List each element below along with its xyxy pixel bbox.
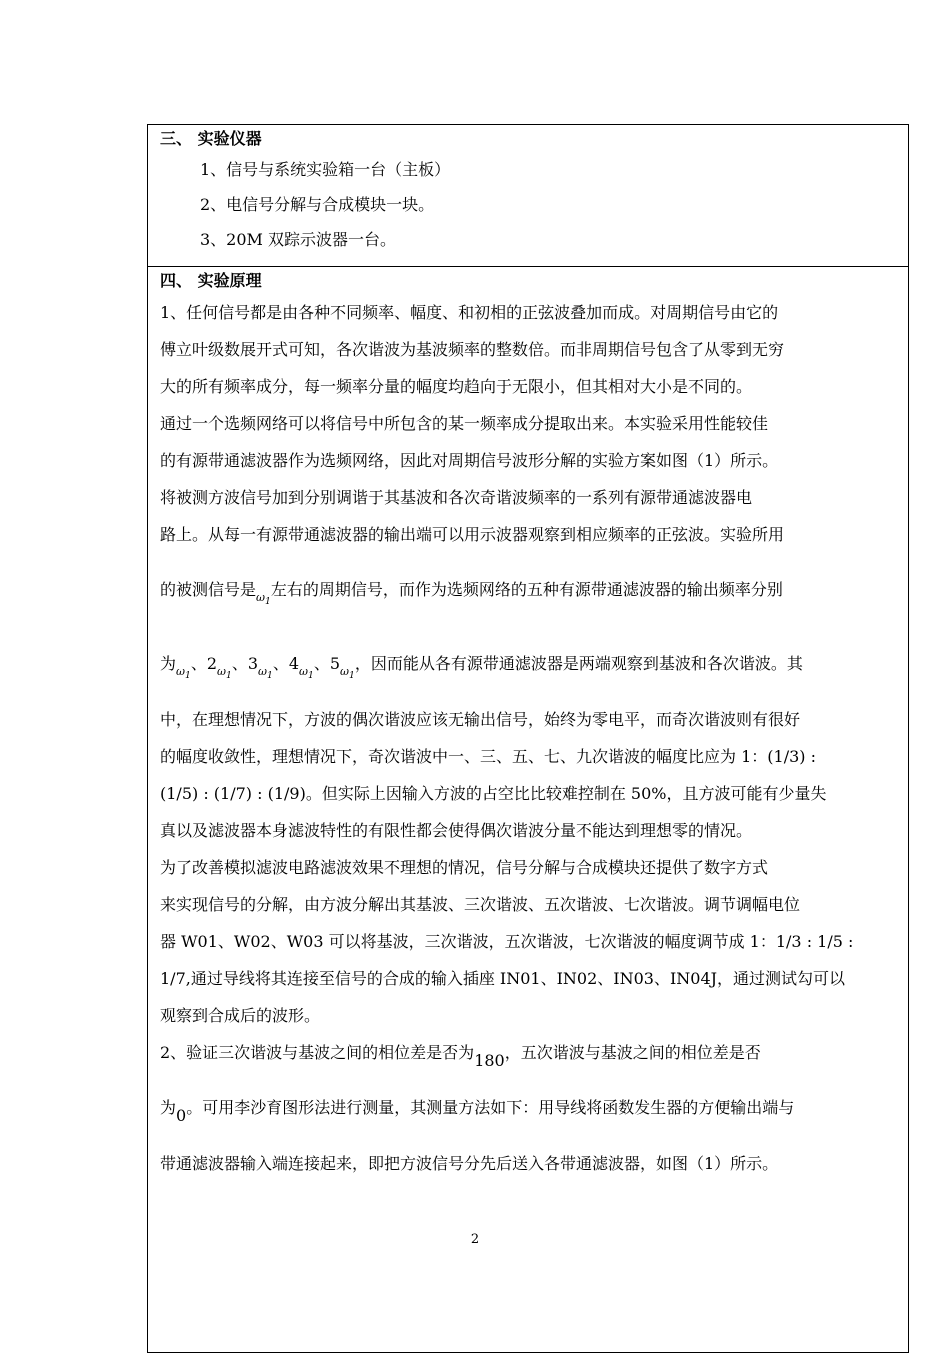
coef: 、5 bbox=[313, 654, 341, 673]
omega-symbol: ω1 bbox=[217, 665, 232, 682]
paragraph-line bbox=[160, 1034, 898, 1071]
paragraph-line: 为了改善模拟滤波电路滤波效果不理想的情况，信号分解与合成模块还提供了数字方式 bbox=[160, 858, 769, 877]
omega-symbol: ω1 bbox=[176, 665, 191, 682]
paragraph-line: 大的所有频率成分，每一频率分量的幅度均趋向于无限小，但其相对大小是不同的。 bbox=[160, 377, 753, 396]
content-table bbox=[147, 124, 909, 1353]
text-run: ，五次谐波与基波之间的相位差是否 bbox=[504, 1043, 761, 1062]
coef: 、4 bbox=[272, 654, 300, 673]
paragraph-line: 观察到合成后的波形。 bbox=[160, 1006, 321, 1025]
paragraph-line bbox=[160, 553, 898, 627]
text-run: 左右的周期信号，而作为选频网络的五种有源带通滤波器的输出频率分别 bbox=[270, 580, 783, 599]
omega-symbol: ω1 bbox=[299, 665, 314, 682]
text-run: 。可用李沙育图形法进行测量，其测量方法如下：用导线将函数发生器的方便输出端与 bbox=[186, 1098, 795, 1117]
paragraph-line: 傅立叶级数展开式可知，各次谐波为基波频率的整数倍。而非周期信号包含了从零到无穷 bbox=[160, 340, 785, 359]
coef: 、3 bbox=[231, 654, 259, 673]
paragraph-line bbox=[160, 627, 898, 701]
coef: 、2 bbox=[190, 654, 218, 673]
omega-symbol: ω1 bbox=[340, 665, 355, 682]
text-run: 的被测信号是 bbox=[160, 580, 257, 599]
section-principle bbox=[148, 267, 908, 1352]
section-instruments bbox=[148, 125, 908, 267]
list-item: 2、电信号分解与合成模块一块。 bbox=[200, 195, 435, 214]
paragraph-line: 1/7,通过导线将其连接至信号的合成的输入插座 IN01、IN02、IN03、IN04J，通过测试勾可以 bbox=[160, 969, 846, 988]
paragraph-line bbox=[160, 1071, 898, 1145]
paragraph-line: 的幅度收敛性，理想情况下，奇次谐波中一、三、五、七、九次谐波的幅度比应为 1：(1/3) : bbox=[160, 747, 816, 766]
paragraph-line: 中，在理想情况下，方波的偶次谐波应该无输出信号，始终为零电平，而奇次谐波则有很好 bbox=[160, 710, 801, 729]
omega-symbol: ω1 bbox=[258, 665, 273, 682]
omega-symbol: ω1 bbox=[256, 591, 271, 608]
section-heading: 四、 实验原理 bbox=[160, 271, 262, 290]
list-item: 3、20M 双踪示波器一台。 bbox=[200, 230, 397, 249]
phase-value: 180 bbox=[474, 1051, 505, 1070]
paragraph-line: 路上。从每一有源带通滤波器的输出端可以用示波器观察到相应频率的正弦波。实验所用 bbox=[160, 525, 785, 544]
list-item: 1、信号与系统实验箱一台（主板） bbox=[200, 160, 451, 179]
paragraph-line: 来实现信号的分解，由方波分解出其基波、三次谐波、五次谐波、七次谐波。调节调幅电位 bbox=[160, 895, 801, 914]
paragraph-line: 器 W01、W02、W03 可以将基波，三次谐波，五次谐波，七次谐波的幅度调节成 1：1/3 : 1/5 : bbox=[160, 932, 854, 951]
text-run: 为 bbox=[160, 1098, 177, 1117]
paragraph-line: 的有源带通滤波器作为选频网络，因此对周期信号波形分解的实验方案如图（1）所示。 bbox=[160, 451, 779, 470]
paragraph-line: 通过一个选频网络可以将信号中所包含的某一频率成分提取出来。本实验采用性能较佳 bbox=[160, 414, 769, 433]
text-run: 为 bbox=[160, 654, 177, 673]
section-heading: 三、 实验仪器 bbox=[160, 129, 262, 148]
paragraph-line: 带通滤波器输入端连接起来，即把方波信号分先后送入各带通滤波器，如图（1）所示。 bbox=[160, 1154, 779, 1173]
paragraph-line: 将被测方波信号加到分别调谐于其基波和各次奇谐波频率的一系列有源带通滤波器电 bbox=[160, 488, 753, 507]
paragraph-line: 真以及滤波器本身滤波特性的有限性都会使得偶次谐波分量不能达到理想零的情况。 bbox=[160, 821, 753, 840]
page-number: 2 bbox=[470, 1232, 480, 1247]
text-run: ，因而能从各有源带通滤波器是两端观察到基波和各次谐波。其 bbox=[354, 654, 803, 673]
paragraph-line: (1/5) : (1/7) : (1/9)。但实际上因输入方波的占空比比较难控制在 50%，且方波可能有少量失 bbox=[160, 784, 827, 803]
text-run: 2、验证三次谐波与基波之间的相位差是否为 bbox=[160, 1043, 475, 1062]
phase-value: 0 bbox=[176, 1106, 187, 1125]
paragraph-line: 1、任何信号都是由各种不同频率、幅度、和初相的正弦波叠加而成。对周期信号由它的 bbox=[160, 303, 779, 322]
